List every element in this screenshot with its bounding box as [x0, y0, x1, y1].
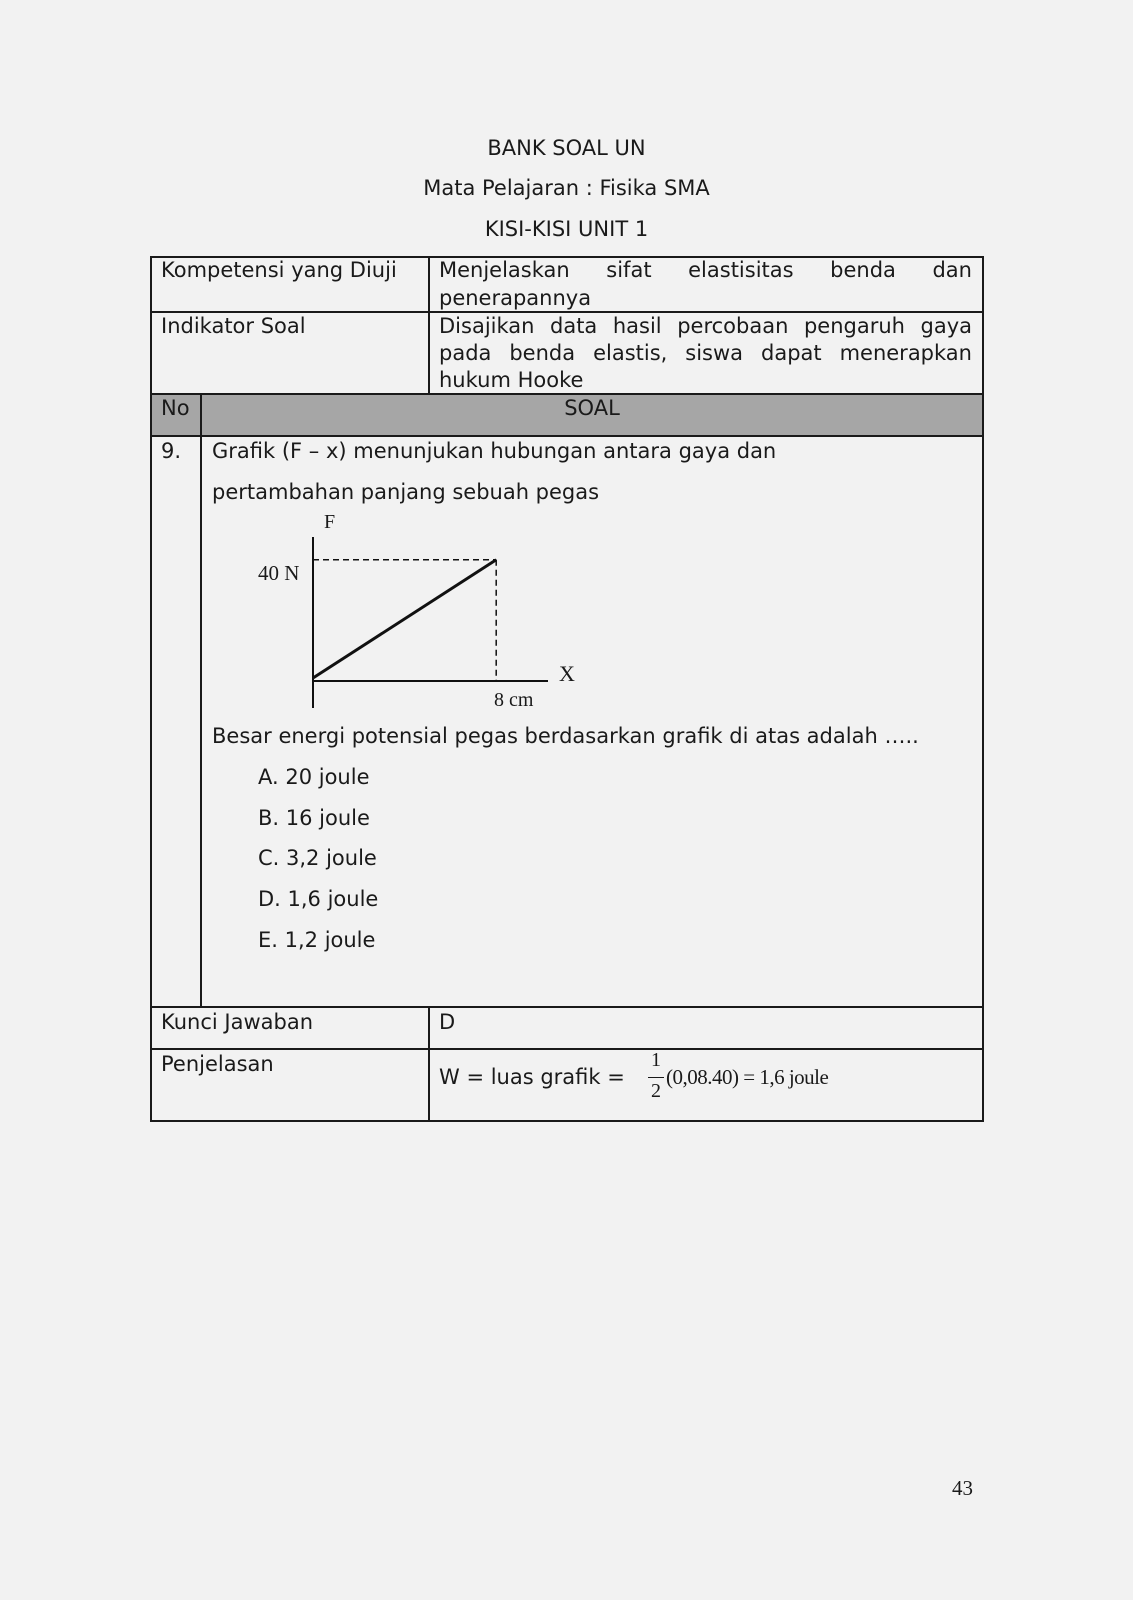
option-a: A. 20 joule [258, 765, 370, 789]
fraction-denominator: 2 [651, 1080, 661, 1102]
penjelasan-label: Penjelasan [161, 1052, 274, 1076]
doc-unit: KISI-KISI UNIT 1 [484, 217, 649, 241]
kompetensi-label: Kompetensi yang Diuji [161, 258, 397, 282]
question-prompt: Besar energi potensial pegas berdasarkan grafik di atas adalah ….. [212, 724, 919, 748]
indikator-value: Disajikan data hasil percobaan pengaruh gaya [439, 314, 972, 338]
x-tick-label: 8 cm [494, 689, 534, 711]
doc-title: BANK SOAL UN [487, 136, 646, 160]
option-b: B. 16 joule [258, 806, 370, 830]
data-line [313, 560, 496, 678]
option-e: E. 1,2 joule [258, 928, 376, 952]
no-header: No [161, 396, 190, 420]
y-tick-label: 40 N [258, 561, 300, 585]
y-axis-label: F [324, 511, 336, 533]
kompetensi-value-2: penerapannya [439, 286, 592, 310]
option-d: D. 1,6 joule [258, 887, 379, 911]
indikator-value-3: hukum Hooke [439, 368, 584, 392]
penjelasan-text: W = luas grafik = [439, 1065, 625, 1089]
indikator-label: Indikator Soal [161, 314, 306, 338]
soal-header: SOAL [564, 396, 620, 420]
page-number: 43 [952, 1476, 973, 1500]
question-number: 9. [161, 439, 182, 463]
question-text-2: pertambahan panjang sebuah pegas [212, 480, 600, 504]
doc-subject: Mata Pelajaran : Fisika SMA [423, 176, 710, 200]
kunci-label: Kunci Jawaban [161, 1010, 314, 1034]
question-text: Grafik (F – x) menunjukan hubungan antara gaya dan [212, 439, 777, 463]
kompetensi-value: Menjelaskan sifat elastisitas benda dan [439, 258, 972, 282]
fraction-numerator: 1 [651, 1049, 661, 1071]
indikator-value-2: pada benda elastis, siswa dapat menerapkan [439, 341, 972, 365]
penjelasan-formula: (0,08.40) = 1,6 joule [666, 1065, 829, 1089]
kunci-value: D [439, 1010, 456, 1034]
option-c: C. 3,2 joule [258, 846, 377, 870]
x-axis-label: X [559, 661, 575, 686]
